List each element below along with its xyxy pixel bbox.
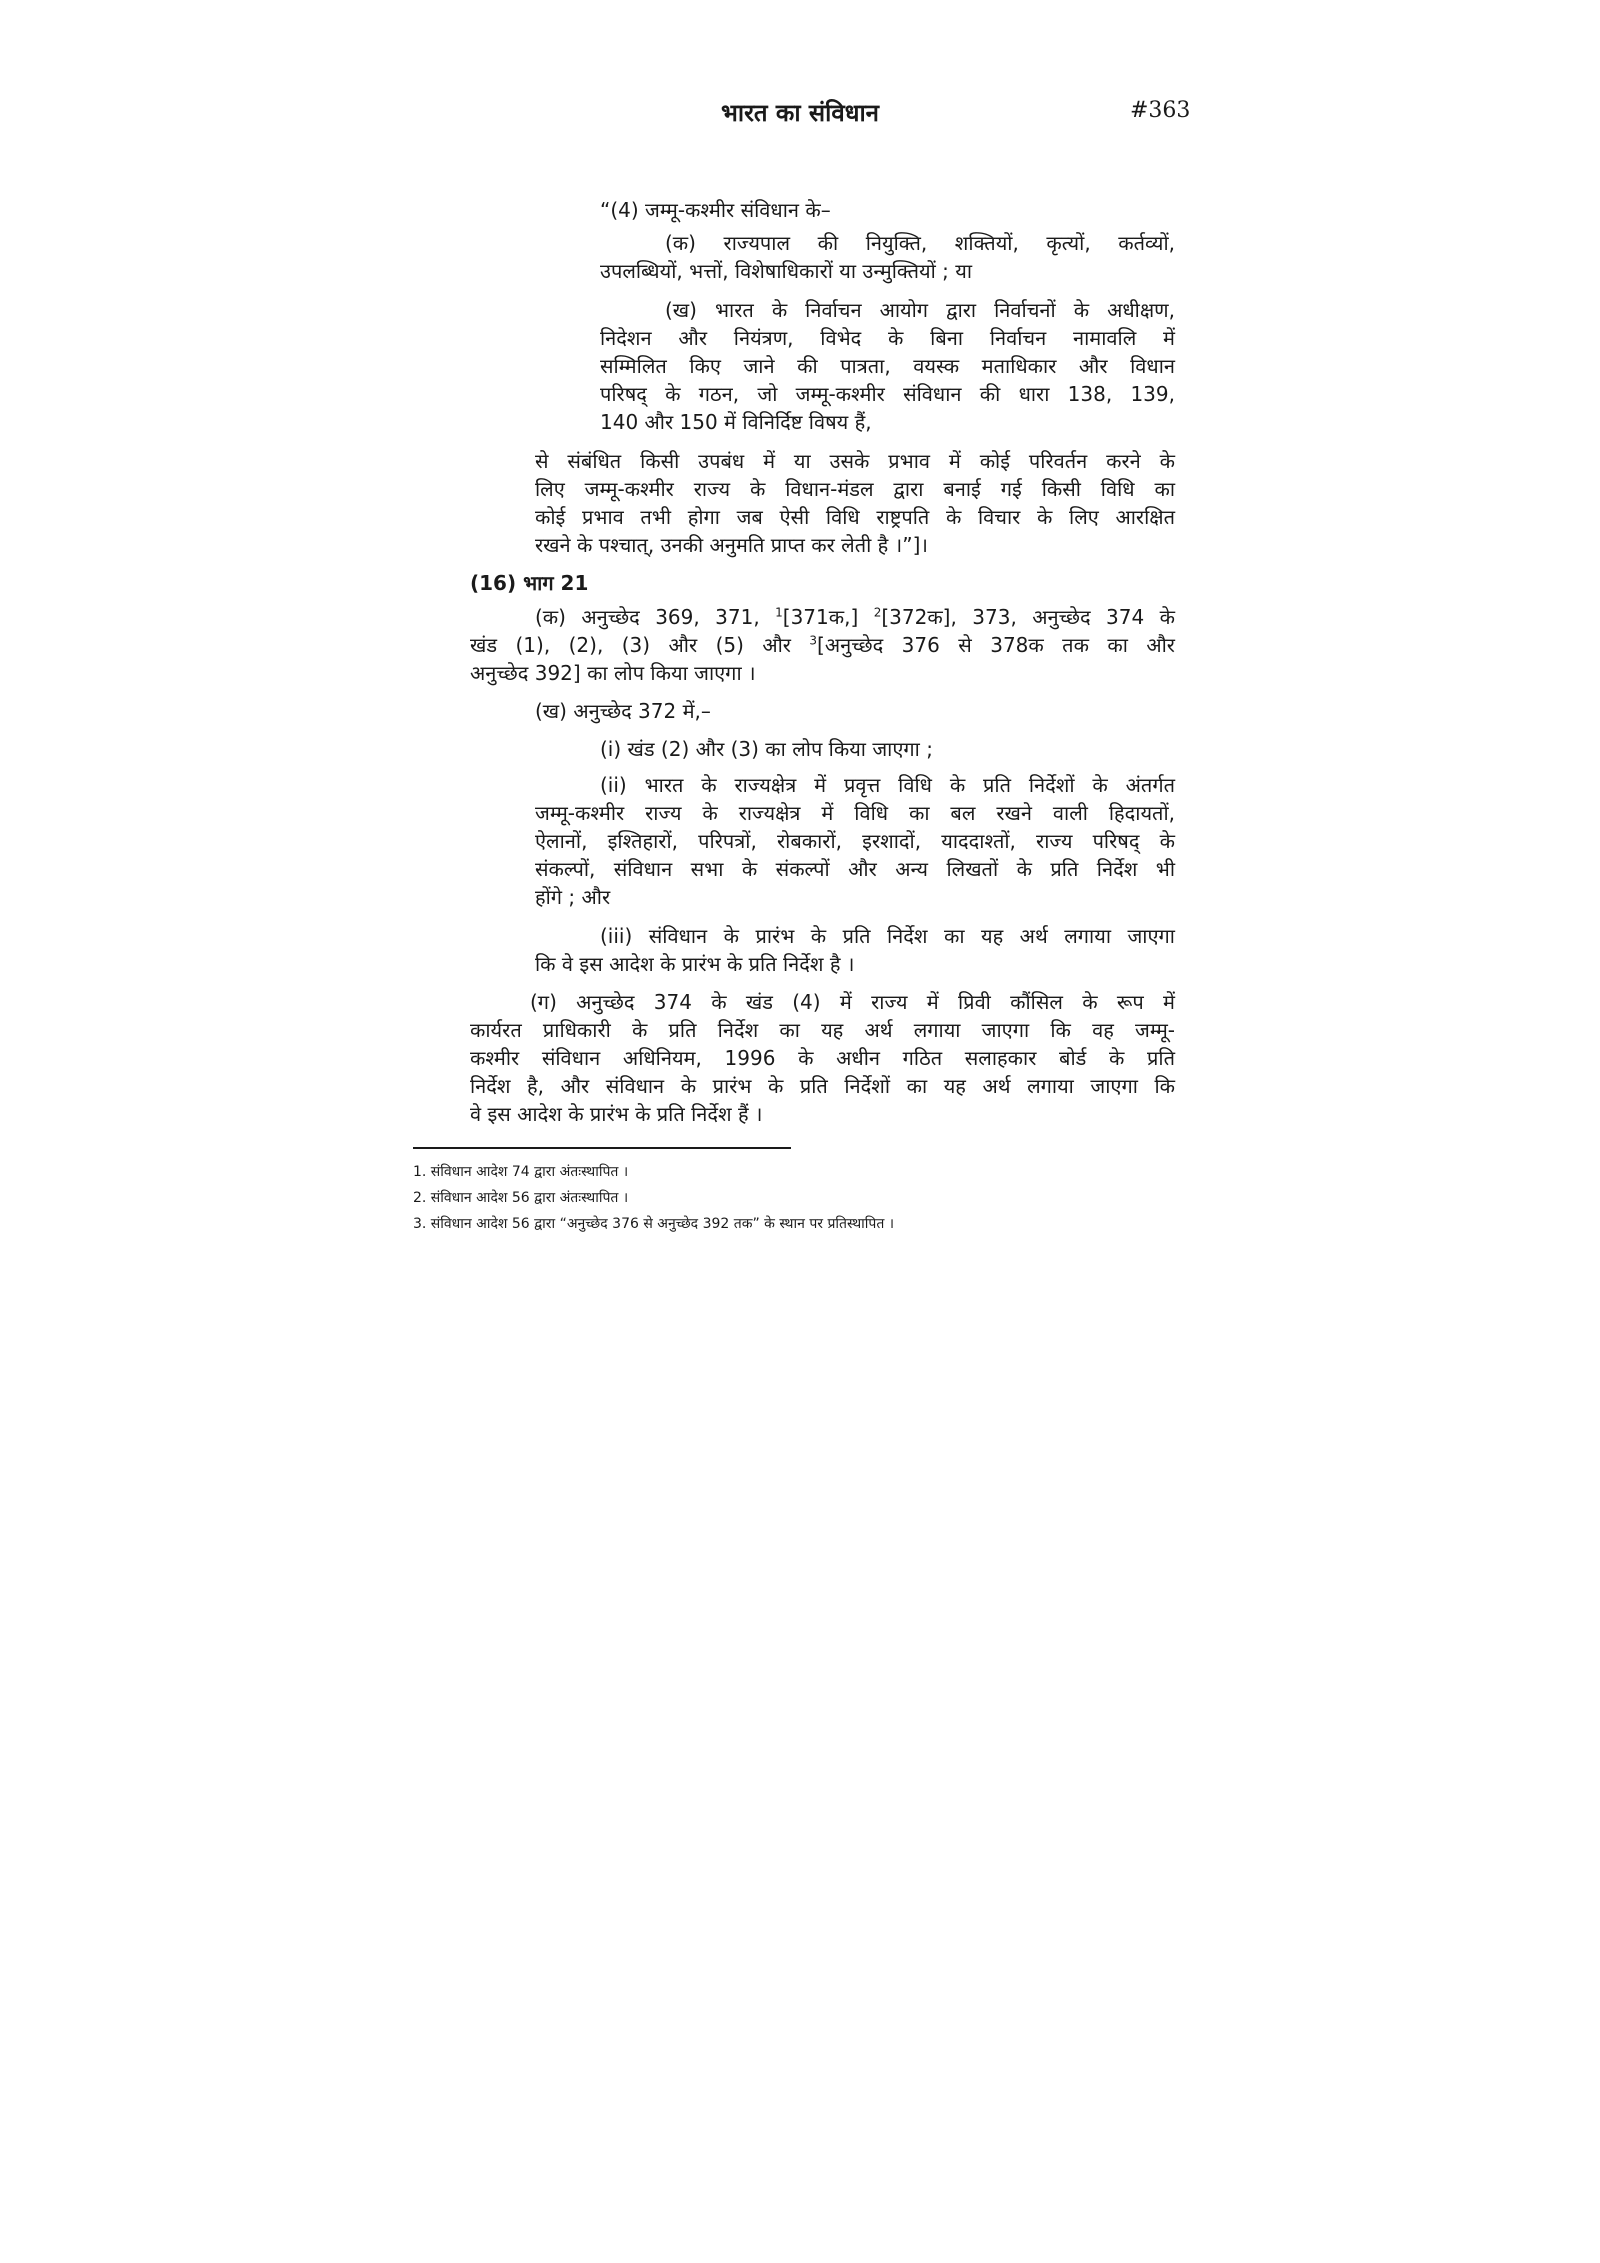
text-run: [अनुच्छेद 376 से 378क तक का और [817, 633, 1175, 657]
footnote-divider [413, 1147, 791, 1149]
part-16-ka-line-3: अनुच्छेद 392] का लोप किया जाएगा । [470, 661, 756, 685]
footnote-2: 2. संविधान आदेश 56 द्वारा अंतःस्थापित । [413, 1190, 629, 1206]
footnote-1: 1. संविधान आदेश 74 द्वारा अंतःस्थापित । [413, 1164, 629, 1180]
footnote-ref-1: 1 [775, 605, 783, 620]
part-16-ga-line-1: (ग) अनुच्छेद 374 के खंड (4) में राज्य में प्रिवी कौंसिल के रूप में [530, 990, 1175, 1014]
part-16-item-i: (i) खंड (2) और (3) का लोप किया जाएगा ; [600, 737, 933, 761]
clause-4-ka-line-1: (क) राज्यपाल की नियुक्ति, शक्तियों, कृत्यों, कर्तव्यों, [665, 231, 1175, 255]
part-16-kha-intro: (ख) अनुच्छेद 372 में,– [535, 699, 711, 723]
clause-4-kha-line-1: (ख) भारत के निर्वाचन आयोग द्वारा निर्वाचनों के अधीक्षण, [665, 298, 1175, 322]
part-16-item-ii-line-4: संकल्पों, संविधान सभा के संकल्पों और अन्य लिखतों के प्रति निर्देश भी [535, 857, 1175, 881]
text-run: [372क], 373, अनुच्छेद 374 के [881, 605, 1175, 629]
page-title: भारत का संविधान [720, 99, 880, 127]
part-16-item-iii-line-1: (iii) संविधान के प्रारंभ के प्रति निर्देश का यह अर्थ लगाया जाएगा [600, 924, 1175, 948]
footnote-3: 3. संविधान आदेश 56 द्वारा “अनुच्छेद 376 से अनुच्छेद 392 तक” के स्थान पर प्रतिस्थापित । [413, 1216, 895, 1232]
part-16-item-iii-line-2: कि वे इस आदेश के प्रारंभ के प्रति निर्देश है । [535, 952, 855, 976]
part-16-ka-line-1 [535, 603, 1175, 631]
part-16-ga-line-2: कार्यरत प्राधिकारी के प्रति निर्देश का यह अर्थ लगाया जाएगा कि वह जम्मू- [470, 1018, 1175, 1042]
clause-4-tail-line-1: से संबंधित किसी उपबंध में या उसके प्रभाव में कोई परिवर्तन करने के [535, 449, 1175, 473]
part-16-item-ii-line-1: (ii) भारत के राज्यक्षेत्र में प्रवृत्त विधि के प्रति निर्देशों के अंतर्गत [600, 773, 1175, 797]
part-16-ga-line-5: वे इस आदेश के प्रारंभ के प्रति निर्देश हैं । [470, 1102, 763, 1126]
clause-4-ka-line-2: उपलब्धियों, भत्तों, विशेषाधिकारों या उन्मुक्तियों ; या [600, 259, 973, 283]
part-16-item-ii-line-5: होंगे ; और [535, 885, 611, 909]
clause-4-kha-line-5: 140 और 150 में विनिर्दिष्ट विषय हैं, [600, 410, 872, 434]
part-16-item-ii-line-2: जम्मू-कश्मीर राज्य के राज्यक्षेत्र में विधि का बल रखने वाली हिदायतों, [535, 801, 1175, 825]
text-run: [371क,] [782, 605, 874, 629]
footnote-ref-2: 2 [873, 605, 882, 620]
clause-4-kha-line-4: परिषद् के गठन, जो जम्मू-कश्मीर संविधान की धारा 138, 139, [600, 382, 1175, 406]
clause-4-tail-line-2: लिए जम्मू-कश्मीर राज्य के विधान-मंडल द्वारा बनाई गई किसी विधि का [535, 477, 1175, 501]
part-16-ka-line-2 [470, 631, 1175, 659]
clause-4-tail-line-4: रखने के पश्चात्, उनकी अनुमति प्राप्त कर लेती है ।”]। [535, 533, 928, 557]
page-number: #363 [1130, 98, 1191, 123]
clause-4-kha-line-3: सम्मिलित किए जाने की पात्रता, वयस्क मताधिकार और विधान [600, 354, 1175, 378]
part-16-ga-line-4: निर्देश है, और संविधान के प्रारंभ के प्रति निर्देशों का यह अर्थ लगाया जाएगा कि [470, 1074, 1175, 1098]
part-16-ga-line-3: कश्मीर संविधान अधिनियम, 1996 के अधीन गठित सलाहकार बोर्ड के प्रति [470, 1046, 1175, 1070]
part-16-item-ii-line-3: ऐलानों, इश्तिहारों, परिपत्रों, रोबकारों, इरशादों, याददाश्तों, राज्य परिषद् के [535, 829, 1175, 853]
text-run: (क) अनुच्छेद 369, 371, [535, 605, 776, 629]
text-run: खंड (1), (2), (3) और (5) और [470, 633, 810, 657]
clause-4-intro: “(4) जम्मू-कश्मीर संविधान के– [600, 198, 831, 222]
clause-4-tail-line-3: कोई प्रभाव तभी होगा जब ऐसी विधि राष्ट्रपति के विचार के लिए आरक्षित [535, 505, 1175, 529]
section-heading: (16) भाग 21 [470, 571, 589, 595]
footnote-ref-3: 3 [809, 633, 818, 648]
clause-4-kha-line-2: निदेशन और नियंत्रण, विभेद के बिना निर्वाचन नामावलि में [600, 326, 1175, 350]
